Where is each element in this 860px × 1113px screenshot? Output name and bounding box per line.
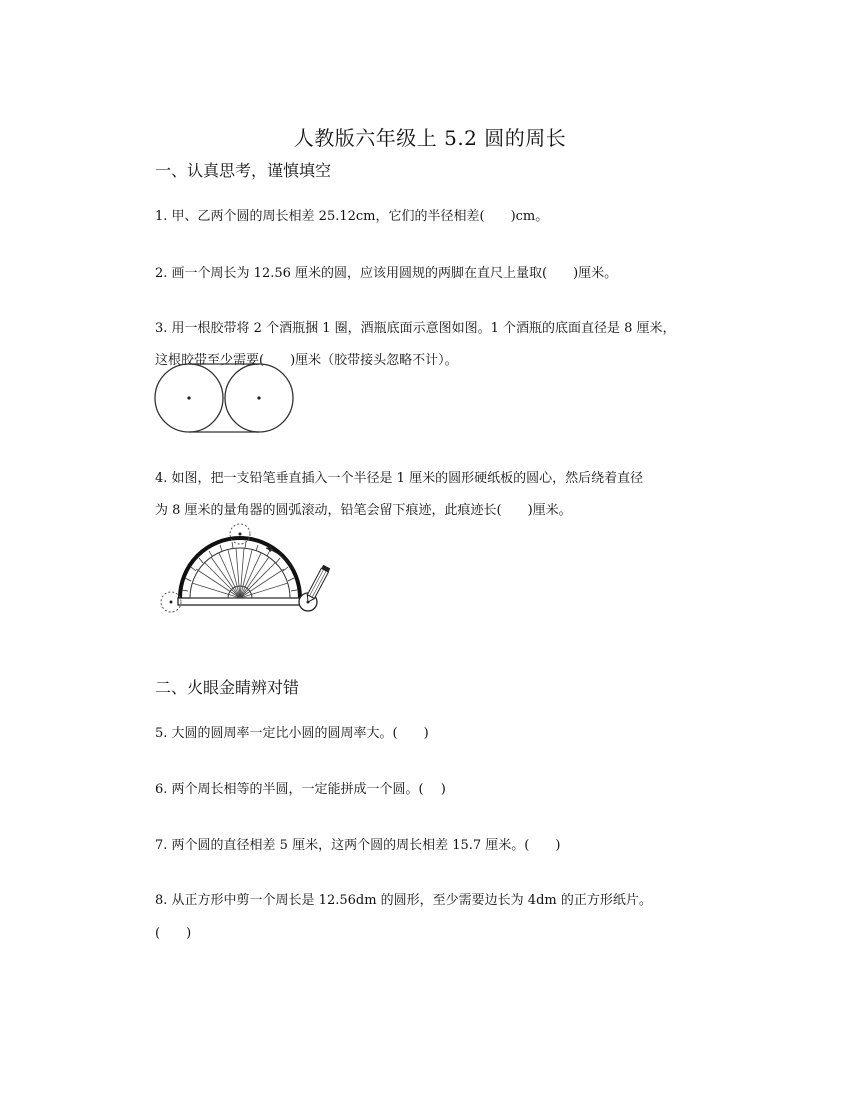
page-title: 人教版六年级上 5.2 圆的周长	[293, 126, 567, 150]
question-4-line-2: 为 8 厘米的量角器的圆弧滚动，铅笔会留下痕迹，此痕迹长( )厘米。	[155, 503, 572, 518]
question-7: 7. 两个圆的直径相差 5 厘米，这两个圆的周长相差 15.7 厘米。( )	[155, 838, 561, 853]
question-3-line-1: 3. 用一根胶带将 2 个酒瓶捆 1 圈，酒瓶底面示意图如图。1 个酒瓶的底面直径是 8 厘米，	[155, 321, 676, 336]
question-4-line-1: 4. 如图，把一支铅笔垂直插入一个半径是 1 厘米的圆形硬纸板的圆心，然后绕着直径	[155, 471, 644, 486]
question-6: 6. 两个周长相等的半圆，一定能拼成一个圆。( )	[155, 782, 446, 797]
question-8-answer-blank: ( )	[155, 926, 192, 941]
section-heading-true-false: 二、火眼金睛辨对错	[155, 678, 300, 697]
question-3-line-2: 这根胶带至少需要( )厘米（胶带接头忽略不计）。	[155, 353, 458, 368]
section-heading-fill-blank: 一、认真思考，谨慎填空	[155, 161, 332, 180]
question-2: 2. 画一个周长为 12.56 厘米的圆，应该用圆规的两脚在直尺上量取( )厘米。	[155, 266, 618, 281]
protractor-figure	[158, 520, 338, 620]
question-1: 1. 甲、乙两个圆的周长相差 25.12cm，它们的半径相差( )cm。	[155, 209, 549, 224]
question-8-line-1: 8. 从正方形中剪一个周长是 12.56dm 的圆形，至少需要边长为 4dm 的正方形纸片。	[155, 893, 652, 908]
two-bottles-figure	[154, 365, 298, 435]
question-5: 5. 大圆的圆周率一定比小圆的圆周率大。( )	[155, 726, 429, 741]
